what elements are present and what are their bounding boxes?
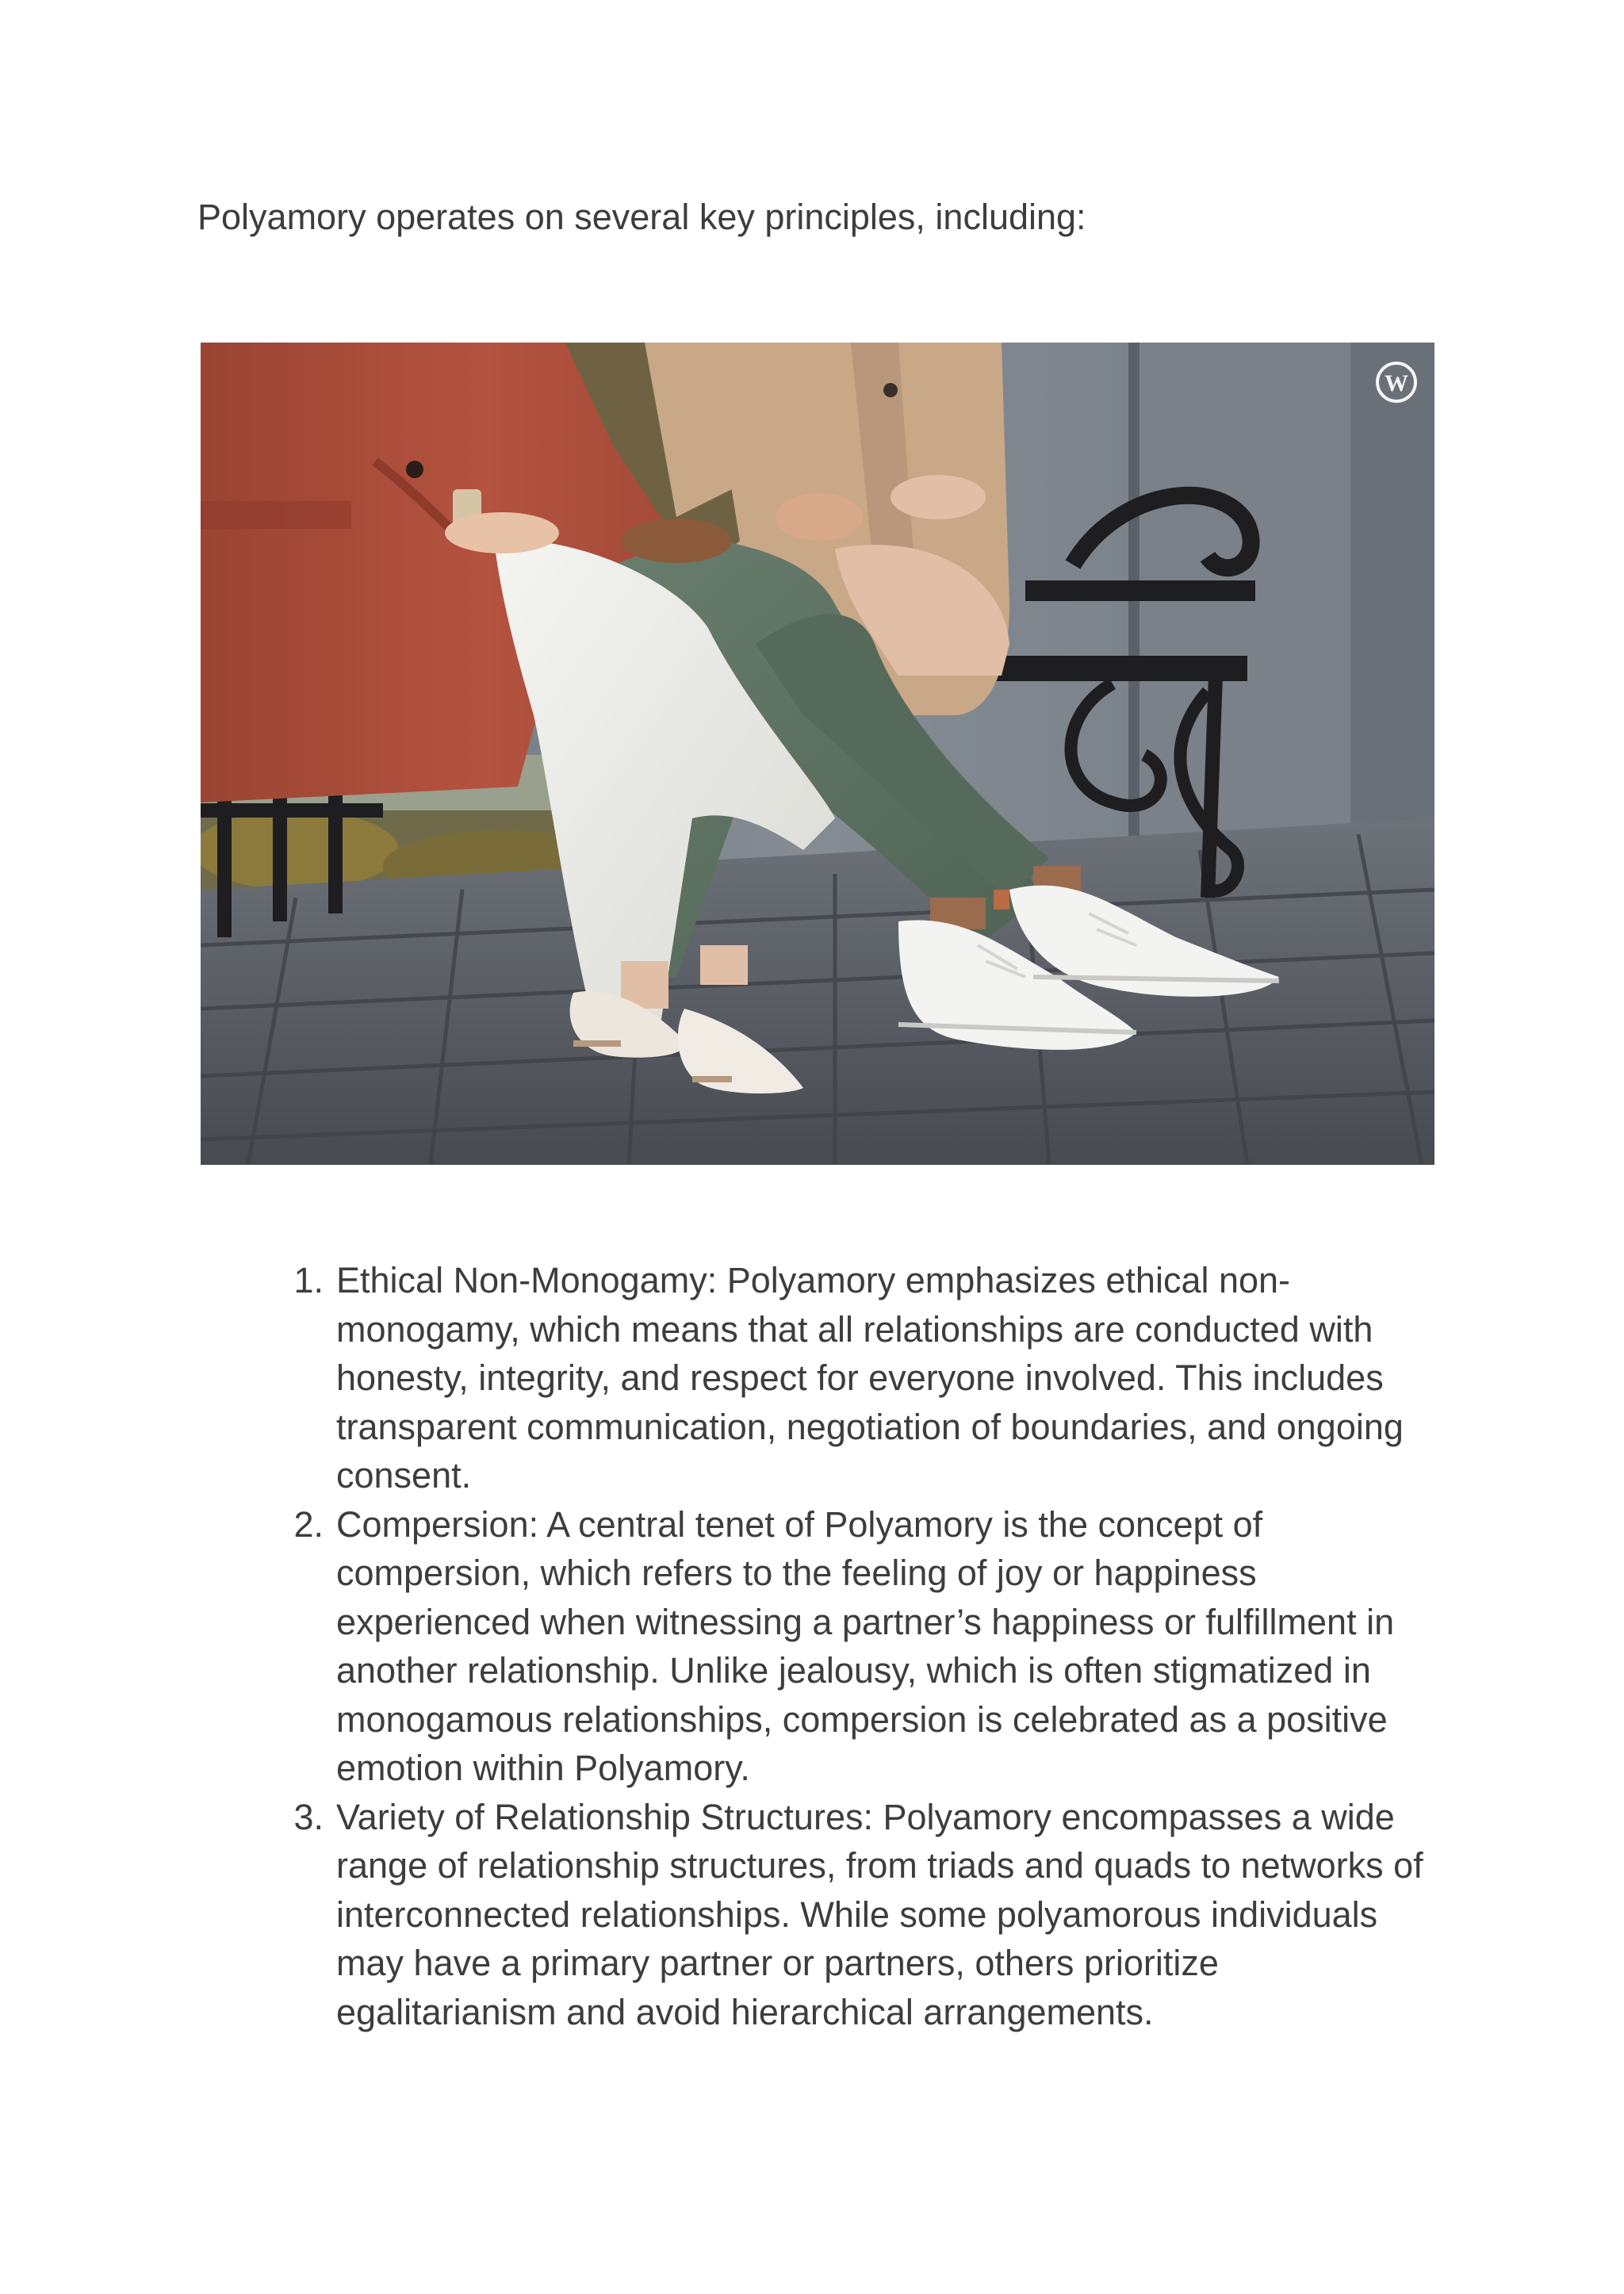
- photo-three-people-on-bench: [201, 343, 1434, 1165]
- list-item-text: Variety of Relationship Structures: Polyamory encompasses a wide range of relationship structures, from triads and quads to networks of interconnected relationships. While some polyamorous individuals may have a primary partner or partners, others prioritize egalitarianism and avoid hierarchical arrangements.: [336, 1796, 1423, 2032]
- list-item: [282, 1500, 1440, 1793]
- list-item: [282, 1256, 1440, 1500]
- list-item-number: 3.: [293, 1796, 324, 1837]
- svg-text:W: W: [1385, 370, 1408, 396]
- photo-illustration: [201, 343, 1434, 1165]
- list-item: [282, 1793, 1440, 2037]
- list-item-text: Ethical Non-Monogamy: Polyamory emphasizes ethical non-monogamy, which means that all relationships are conducted with honesty, integrity, and respect for everyone involved. This includes transparent communication, negotiation of boundaries, and ongoing consent.: [336, 1260, 1404, 1496]
- list-item-text: Compersion: A central tenet of Polyamory is the concept of compersion, which refers to the feeling of joy or happiness experienced when witnessing a partner’s happiness or fulfillment in another relationship. Unlike jealousy, which is often stigmatized in monogamous relationships, compersion is celebrated as a positive emotion within Polyamory.: [336, 1503, 1395, 1788]
- list-item-number: 1.: [293, 1260, 324, 1300]
- list-item-number: 2.: [293, 1503, 324, 1545]
- principles-list: [282, 1256, 1440, 2036]
- intro-paragraph: Polyamory operates on several key principles, including:: [197, 197, 1086, 237]
